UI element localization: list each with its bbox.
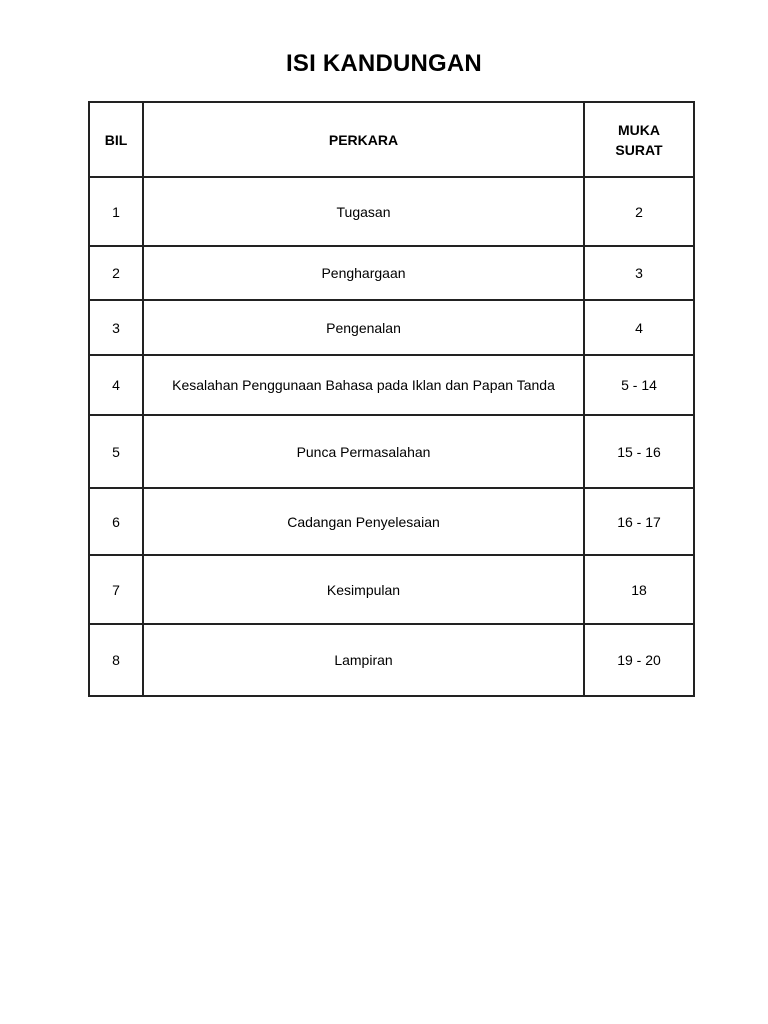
cell-bil: 7 (89, 555, 143, 624)
cell-bil: 4 (89, 355, 143, 415)
table-row (89, 415, 694, 488)
cell-bil: 5 (89, 415, 143, 488)
cell-bil: 8 (89, 624, 143, 696)
cell-muka-surat: 18 (584, 555, 694, 624)
cell-perkara: Pengenalan (143, 300, 584, 355)
cell-perkara: Lampiran (143, 624, 584, 696)
cell-perkara: Punca Permasalahan (143, 415, 584, 488)
table-row (89, 246, 694, 300)
cell-muka-surat: 19 - 20 (584, 624, 694, 696)
cell-perkara: Kesalahan Penggunaan Bahasa pada Iklan dan Papan Tanda (143, 355, 584, 415)
table-row (89, 555, 694, 624)
table-row (89, 177, 694, 246)
cell-bil: 3 (89, 300, 143, 355)
cell-bil: 6 (89, 488, 143, 555)
table-row (89, 355, 694, 415)
cell-perkara: Tugasan (143, 177, 584, 246)
table-row (89, 624, 694, 696)
cell-perkara: Penghargaan (143, 246, 584, 300)
header-perkara: PERKARA (143, 102, 584, 177)
table-header (89, 102, 694, 177)
header-row (89, 102, 694, 177)
header-muka-line1: MUKA (618, 121, 660, 138)
table-body (89, 177, 694, 696)
cell-perkara: Cadangan Penyelesaian (143, 488, 584, 555)
header-muka-line2: SURAT (615, 141, 663, 158)
cell-muka-surat: 15 - 16 (584, 415, 694, 488)
cell-muka-surat: 4 (584, 300, 694, 355)
cell-bil: 2 (89, 246, 143, 300)
table-row (89, 300, 694, 355)
header-bil: BIL (89, 102, 143, 177)
cell-perkara: Kesimpulan (143, 555, 584, 624)
cell-muka-surat: 2 (584, 177, 694, 246)
cell-muka-surat: 16 - 17 (584, 488, 694, 555)
cell-muka-surat: 5 - 14 (584, 355, 694, 415)
page-title: ISI KANDUNGAN (286, 50, 482, 77)
table-of-contents (88, 101, 695, 697)
cell-bil: 1 (89, 177, 143, 246)
header-muka-surat (584, 102, 694, 177)
table-row (89, 488, 694, 555)
cell-muka-surat: 3 (584, 246, 694, 300)
